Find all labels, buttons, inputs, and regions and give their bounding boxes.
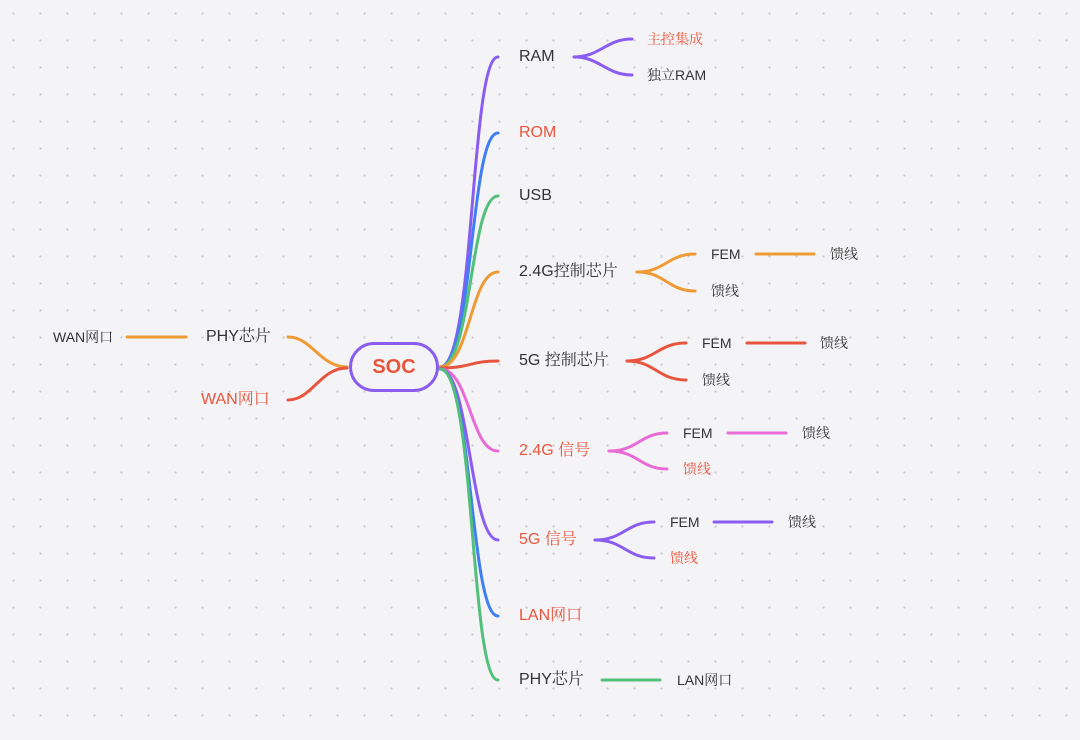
node-sig24-fem-feeder[interactable]: 馈线: [802, 425, 830, 441]
node-ctrl24-feeder[interactable]: 馈线: [711, 283, 739, 299]
node-ctrl-chip-24g[interactable]: 2.4G控制芯片: [519, 263, 618, 280]
node-ctrl24-fem-feeder[interactable]: 馈线: [830, 246, 858, 262]
node-lan-port[interactable]: LAN网口: [519, 607, 583, 624]
fork-ram-2: [574, 57, 632, 75]
branch-line-phy-left: [288, 337, 347, 367]
node-phy-chip-right[interactable]: PHY芯片: [519, 671, 584, 688]
node-ctrl5-fem[interactable]: FEM: [702, 335, 732, 351]
fork-ctrl5-feeder: [627, 361, 686, 380]
node-ram[interactable]: RAM: [519, 48, 555, 65]
node-ram-integrated[interactable]: 主控集成: [647, 31, 703, 47]
branch-line-usb: [440, 196, 498, 367]
node-sig24-fem[interactable]: FEM: [683, 425, 713, 441]
fork-ctrl24-feeder: [637, 272, 695, 291]
node-ram-standalone[interactable]: 独立RAM: [647, 67, 707, 83]
fork-sig24-feeder: [609, 451, 667, 469]
root-node-soc[interactable]: [349, 342, 439, 392]
node-phy-lan-port[interactable]: LAN网口: [677, 672, 733, 688]
node-sig5-feeder[interactable]: 馈线: [670, 550, 698, 566]
node-signal-5g[interactable]: 5G 信号: [519, 531, 577, 548]
node-ctrl-chip-5g[interactable]: 5G 控制芯片: [519, 352, 609, 369]
branch-line-sig5: [440, 369, 498, 540]
node-ctrl5-fem-feeder[interactable]: 馈线: [820, 335, 848, 351]
node-ctrl24-fem[interactable]: FEM: [711, 246, 741, 262]
root-node-label: SOC: [372, 355, 416, 378]
node-signal-24g[interactable]: 2.4G 信号: [519, 442, 591, 459]
fork-sig5-feeder: [595, 540, 654, 558]
branch-line-phy-right: [440, 369, 498, 680]
fork-ctrl24-fem: [637, 254, 695, 272]
branch-line-sig24: [440, 369, 498, 451]
node-sig24-feeder[interactable]: 馈线: [683, 461, 711, 477]
branch-line-wan-left: [288, 368, 347, 400]
node-phy-chip-left[interactable]: PHY芯片: [206, 328, 271, 345]
node-wan-port-leaf[interactable]: WAN网口: [53, 329, 114, 345]
node-wan-port-left[interactable]: WAN网口: [201, 391, 270, 408]
node-sig5-fem-feeder[interactable]: 馈线: [788, 514, 816, 530]
fork-sig5-fem: [595, 522, 654, 540]
fork-sig24-fem: [609, 433, 667, 451]
node-usb[interactable]: USB: [519, 187, 552, 204]
fork-ctrl5-fem: [627, 343, 686, 361]
node-ctrl5-feeder[interactable]: 馈线: [702, 372, 730, 388]
node-sig5-fem[interactable]: FEM: [670, 514, 700, 530]
fork-ram-1: [574, 39, 632, 57]
node-rom[interactable]: ROM: [519, 124, 557, 141]
